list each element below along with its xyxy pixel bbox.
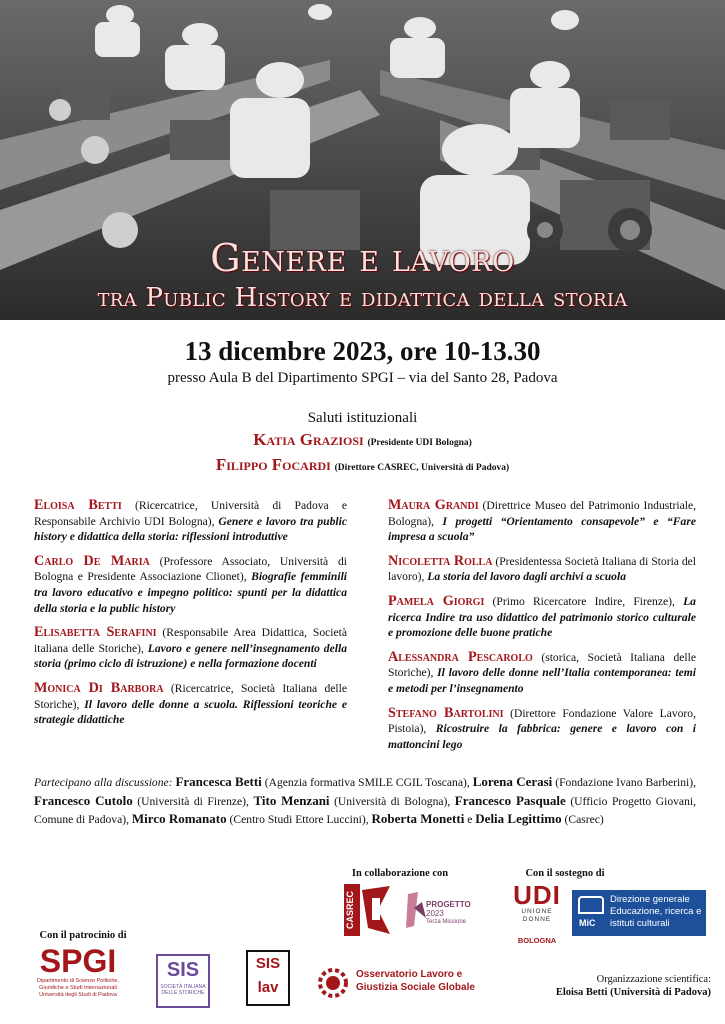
discussion-lead: Partecipano alla discussione: (34, 776, 173, 789)
udi-city: BOLOGNA (517, 936, 557, 945)
org-name: Eloisa Betti (Università di Padova) (555, 987, 711, 998)
speaker-item (388, 554, 696, 585)
speaker-role: (Direttore Fondazione Valore Lavoro, Pistoia), (388, 706, 696, 736)
spgi-sub: Dipartimento di Scienze Politiche, Giuridiche e Studi Internazionali Università degli Studi di Padova (37, 978, 119, 998)
casrec-text: CASREC (345, 891, 355, 930)
discussant-name: Francesco Pasquale (454, 792, 566, 808)
speaker-talk: Il lavoro delle donne a scuola. Riflessioni teoriche e strategie didattiche (34, 697, 347, 727)
spgi-logo (30, 944, 126, 1004)
saluti-name: Katia Graziosi (253, 430, 364, 449)
speaker-item (388, 650, 696, 697)
speaker-item (388, 594, 696, 641)
speaker-role: (Primo Ricercatore Indire, Firenze), (492, 594, 675, 608)
saluti-name: Filippo Focardi (215, 455, 331, 474)
discussant-role: (Università di Firenze), (137, 794, 249, 808)
speaker-role: (storica, Società Italiana delle Storiche), (388, 650, 696, 680)
speakers-right (388, 498, 696, 761)
speaker-item (388, 706, 696, 753)
speaker-talk: Il lavoro delle donne nell’Italia contemporanea: temi e metodi per l’insegnamento (388, 666, 696, 695)
discussant-role: e (467, 813, 473, 826)
speaker-role: (Presidentessa Società Italiana di Storia del lavoro), (388, 554, 697, 584)
udi-sub: UNIONE DONNE (521, 908, 553, 923)
mic-text: Direzione generale Educazione, ricerca e istituti culturali (610, 894, 702, 929)
osservatorio-text: Osservatorio Lavoro e Giustizia Sociale Globale (356, 969, 475, 993)
speaker-item (34, 681, 347, 728)
gear-icon (316, 966, 350, 1000)
org-label: Organizzazione scientifica: (596, 974, 711, 985)
discussant-name: Francesca Betti (175, 774, 262, 789)
discussant-name: Mirco Romanato (131, 811, 227, 826)
discussant-role: (Agenzia formativa SMILE CGIL Toscana), (264, 776, 470, 789)
speaker-talk: La storia del lavoro dagli archivi a scuola (427, 570, 626, 584)
progetto-sub: Terza Missione (426, 919, 467, 925)
collab-label: In collaborazione con (351, 868, 449, 879)
udi-text: UDI (513, 880, 561, 910)
speaker-role: (Responsabile Area Didattica, Società italiana delle Storiche), (34, 626, 348, 655)
saluti-section (0, 410, 725, 479)
speaker-name: Pamela Giorgi (388, 592, 485, 609)
speaker-talk: Ricostruire la fabbrica: genere e lavoro con i mattoncini lego (388, 722, 696, 751)
organizzazione-scientifica (556, 973, 711, 999)
mic-label: MiC (579, 918, 596, 928)
speaker-name: Eloisa Betti (34, 497, 122, 513)
progetto-logo (404, 888, 474, 932)
sislav-text: SIS lav (255, 955, 281, 996)
event-date: 13 dicembre 2023, ore 10-13.30 (184, 336, 541, 366)
progetto-label: PROGETTO (426, 900, 471, 909)
discussant-name: Lorena Cerasi (472, 774, 553, 789)
patrocinio-label: Con il patrocinio di (39, 930, 127, 941)
discussant-role: (Università di Bologna), (334, 794, 451, 808)
speaker-name: Monica Di Barbora (34, 679, 164, 696)
sis-text: SIS (166, 959, 200, 981)
speaker-role: (Ricercatrice, Società Italiana delle Storiche), (34, 681, 347, 711)
speakers-left (34, 498, 347, 737)
sostegno-label: Con il sostegno di (525, 868, 605, 879)
saluti-person (0, 429, 725, 454)
speaker-talk: Genere e lavoro tra public history e didattica della storia: riflessioni introduttive (34, 514, 347, 544)
speaker-role: (Professore Associato, Università di Bologna e Presidente Associazione Clionet), (34, 554, 347, 584)
sislav-logo (246, 950, 290, 1006)
progetto-year: 2023 (426, 909, 444, 918)
discussant-role: (Casrec) (564, 813, 604, 826)
discussant-role: (Fondazione Ivano Barberini), (555, 776, 696, 789)
mic-emblem-icon (578, 896, 604, 914)
speaker-item (34, 498, 347, 545)
speaker-name: Nicoletta Rolla (388, 552, 493, 569)
discussant-name: Francesco Cutolo (34, 792, 133, 808)
progetto-text (426, 900, 471, 927)
speaker-talk: Lavoro e genere nell’insegnamento della storia (primo ciclo di istruzione) e nella formazione docenti (34, 641, 347, 671)
speaker-item (34, 554, 347, 616)
speaker-role: (Ricercatrice, Università di Padova e Responsabile Archivio UDI Bologna), (34, 499, 348, 528)
discussant-role: (Ufficio Progetto Giovani, Comune di Padova), (34, 794, 696, 826)
speaker-item (34, 625, 347, 672)
mic-logo (572, 890, 706, 936)
discussant-name: Delia Legittimo (475, 811, 562, 826)
spgi-text: SPGI (39, 943, 117, 979)
osservatorio-logo (316, 964, 486, 1004)
sis-sub: SOCIETÀ ITALIANA DELLE STORICHE (160, 984, 206, 996)
speaker-name: Carlo De Maria (34, 552, 150, 569)
speaker-item (388, 498, 696, 545)
event-subtitle: tra Public History e didattica della storia (97, 283, 628, 313)
event-title: Genere e lavoro (210, 236, 515, 280)
saluti-role: (Presidente UDI Bologna) (367, 438, 472, 448)
speaker-talk: Biografie femminili tra lavoro educativo e impegno politico: spunti per la didattica della storia e la public history (34, 570, 348, 615)
sis-logo (156, 954, 210, 1008)
speaker-name: Stefano Bartolini (388, 704, 504, 721)
speaker-name: Elisabetta Serafini (34, 624, 157, 641)
udi-logo (512, 880, 562, 945)
speaker-name: Alessandra Pescarolo (388, 648, 533, 665)
saluti-label: Saluti istituzionali (307, 410, 418, 426)
discussant-name: Tito Menzani (253, 792, 330, 808)
hero-photo (0, 0, 725, 320)
casrec-logo (344, 884, 394, 936)
event-venue: presso Aula B del Dipartimento SPGI – via del Santo 28, Padova (167, 370, 558, 386)
saluti-person (0, 454, 725, 479)
saluti-role: (Direttore CASREC, Università di Padova) (334, 463, 510, 473)
speaker-name: Maura Grandi (388, 497, 479, 513)
speaker-talk: La ricerca Indire tra uso didattico del patrimonio storico culturale e promozione delle buone pratiche (388, 594, 696, 640)
discussant-name: Roberta Monetti (371, 811, 465, 826)
discussion-paragraph (34, 773, 696, 829)
speaker-talk: I progetti “Orientamento consapevole” e “Fare impresa a scuola” (388, 514, 696, 544)
discussant-role: (Centro Studi Ettore Luccini), (229, 813, 369, 826)
speaker-role: (Direttrice Museo del Patrimonio Industriale, Bologna), (388, 499, 696, 528)
